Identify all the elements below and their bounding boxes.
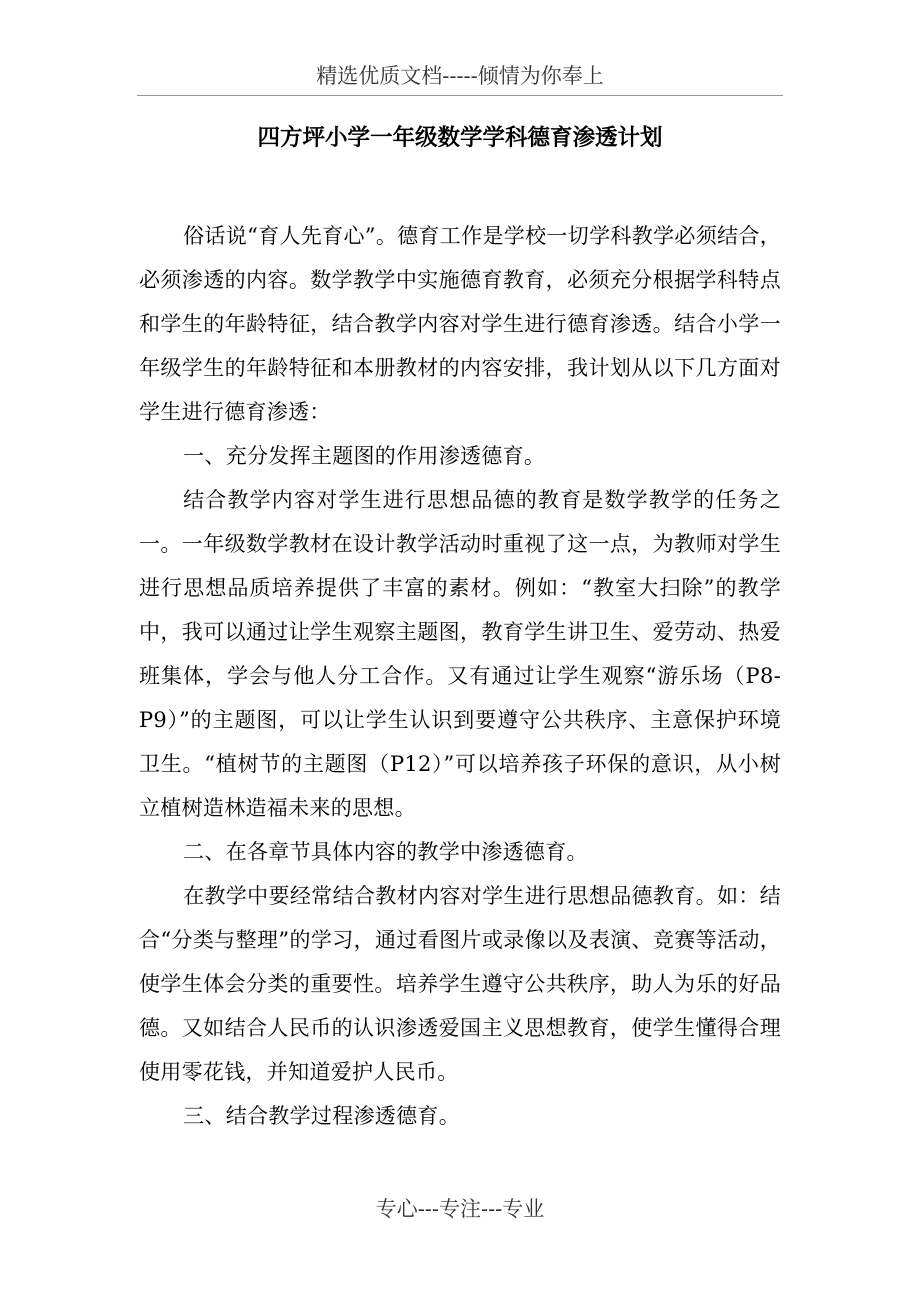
paragraph-intro: 俗话说“育人先育心”。德育工作是学校一切学科教学必须结合，必须渗透的内容。数学教学中实施德育教育，必须充分根据学科特点和学生的年龄特征，结合教学内容对学生进行德育渗透。结合小学一年级学生的年龄特征和本册教材的内容安排，我计划从以下几方面对学生进行德育渗透： (139, 224, 781, 424)
section-heading-3: 三、结合教学过程渗透德育。 (183, 1104, 460, 1128)
page-header: 精选优质文档-----倾情为你奉上 (316, 64, 604, 88)
section-heading-1: 一、充分发挥主题图的作用渗透德育。 (183, 444, 546, 468)
paragraph-section-1: 结合教学内容对学生进行思想品德的教育是数学教学的任务之一。一年级数学教材在设计教学活动时重视了这一点，为教师对学生进行思想品质培养提供了丰富的素材。例如：“教室大扫除”的教学中，我可以通过让学生观察主题图，教育学生讲卫生、爱劳动、热爱班集体，学会与他人分工合作。又有通过让学生观察“游乐场（P8-P9）”的主题图，可以让学生认识到要遵守公共秩序、主意保护环境卫生。“植树节的主题图（P12）”可以培养孩子环保的意识，从小树立植树造林造福未来的思想。 (139, 488, 781, 820)
document-title: 四方坪小学一年级数学学科德育渗透计划 (257, 125, 663, 151)
section-heading-2: 二、在各章节具体内容的教学中渗透德育。 (183, 840, 588, 864)
header-divider (137, 95, 783, 96)
paragraph-section-2: 在教学中要经常结合教材内容对学生进行思想品德教育。如：结合“分类与整理”的学习，通过看图片或录像以及表演、竞赛等活动，使学生体会分类的重要性。培养学生遵守公共秩序，助人为乐的好品德。又如结合人民币的认识渗透爱国主义思想教育，使学生懂得合理使用零花钱，并知道爱护人民币。 (139, 884, 781, 1084)
page-footer: 专心---专注---专业 (375, 1197, 545, 1221)
document-body (139, 214, 781, 1138)
